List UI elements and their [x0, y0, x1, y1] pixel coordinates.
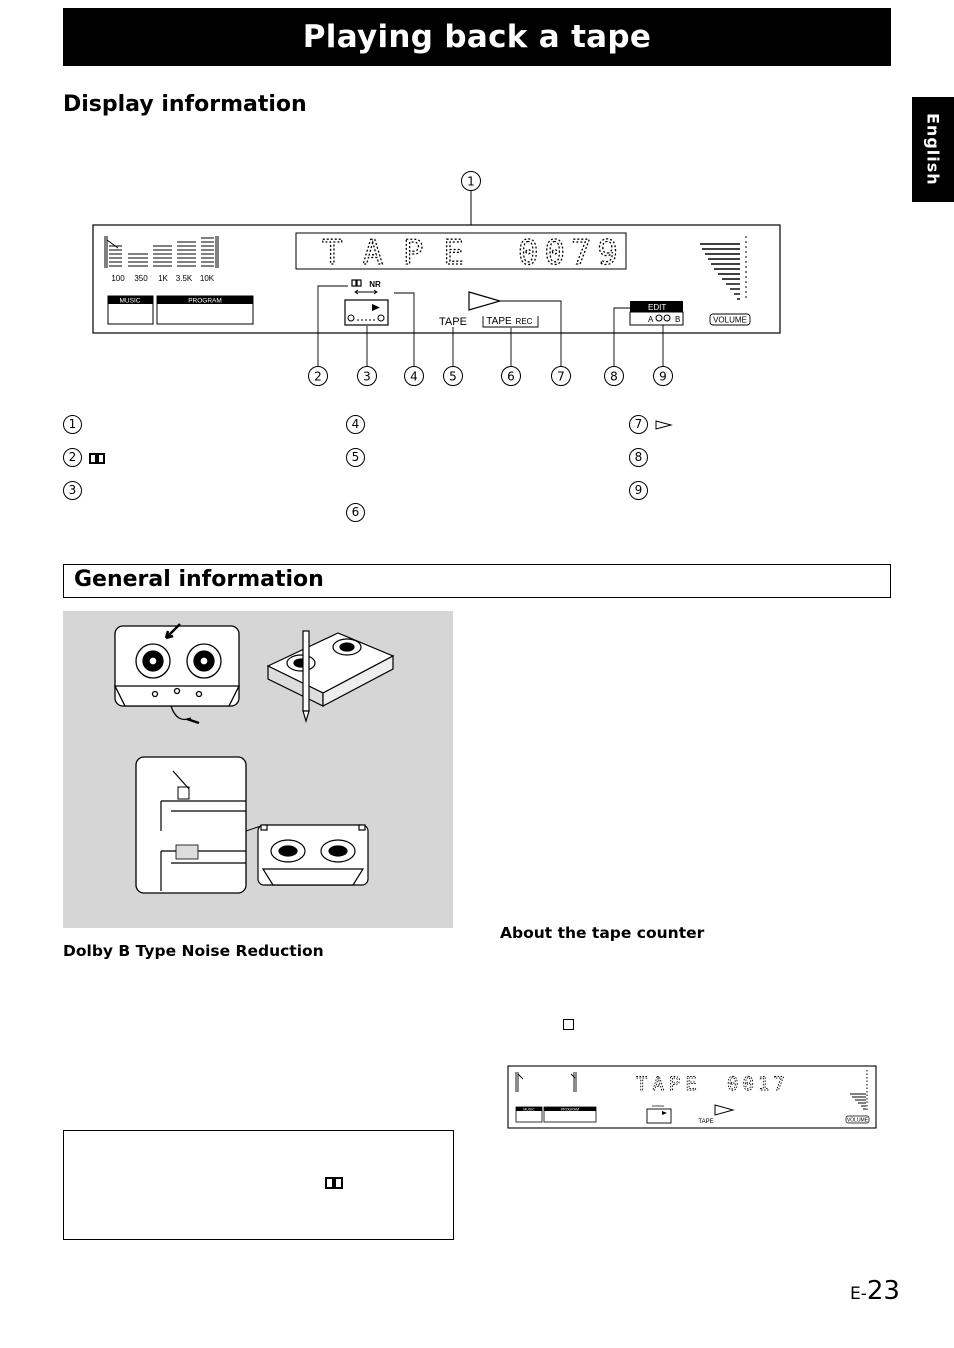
general-info-heading: General information — [74, 567, 324, 592]
nr-label: NR — [369, 280, 381, 289]
small-music-label: MUSIC — [523, 1107, 535, 1112]
callout-2: 2 — [314, 369, 322, 384]
callout-4: 4 — [410, 369, 418, 384]
ab-b-label: B — [675, 315, 681, 324]
legend-item-4 — [346, 415, 365, 434]
legend-number: 7 — [629, 415, 648, 434]
general-info-section-header — [63, 564, 891, 598]
small-lcd-counter: 0017 — [727, 1073, 789, 1095]
legend-item-8 — [629, 448, 648, 467]
dolby-heading: Dolby B Type Noise Reduction — [63, 942, 324, 960]
eq-label-100: 100 — [111, 274, 125, 283]
callout-3: 3 — [363, 369, 371, 384]
callout-1: 1 — [467, 174, 475, 189]
music-label: MUSIC — [119, 297, 141, 305]
display-info-heading: Display information — [63, 92, 307, 117]
legend-number: 3 — [63, 481, 82, 500]
program-label: PROGRAM — [188, 297, 222, 305]
legend-item-6 — [346, 503, 365, 522]
page-title: Playing back a tape — [302, 19, 652, 55]
small-program-label: PROGRAM — [560, 1107, 580, 1112]
cassette-illustration — [63, 611, 453, 928]
small-tape-label: TAPE — [698, 1119, 714, 1125]
edit-label: EDIT — [648, 303, 667, 312]
legend-item-9 — [629, 481, 648, 500]
legend-number: 2 — [63, 448, 82, 467]
callout-5: 5 — [449, 369, 457, 384]
legend-item-7 — [629, 415, 674, 434]
legend-number: 6 — [346, 503, 365, 522]
lcd-counter: 0079 — [518, 233, 624, 273]
dolby-icon — [88, 452, 108, 464]
lcd-main-text: TAPE — [322, 233, 484, 273]
small-volume-label: VOLUME — [846, 1117, 869, 1124]
eq-label-1k: 1K — [158, 274, 168, 283]
cassette-drawing — [63, 611, 453, 928]
callout-6: 6 — [507, 369, 515, 384]
display-diagram — [60, 165, 800, 395]
volume-label: VOLUME — [713, 315, 747, 325]
legend-item-3 — [63, 481, 82, 500]
note-box — [63, 1130, 454, 1240]
legend-number: 1 — [63, 415, 82, 434]
callout-9: 9 — [659, 369, 667, 384]
legend-number: 9 — [629, 481, 648, 500]
dolby-icon — [324, 1176, 344, 1190]
page-number — [850, 1276, 900, 1306]
stop-icon — [563, 1019, 574, 1030]
eq-label-350: 350 — [134, 274, 148, 283]
legend-number: 8 — [629, 448, 648, 467]
page-number-prefix: E- — [850, 1284, 867, 1304]
legend-item-5 — [346, 448, 365, 467]
small-display-diagram — [505, 1064, 879, 1132]
legend-number: 5 — [346, 448, 365, 467]
legend-number: 4 — [346, 415, 365, 434]
page-number-value: 23 — [866, 1276, 900, 1306]
ab-a-label: A — [648, 315, 654, 324]
page-title-bar — [63, 8, 891, 66]
eq-label-10k: 10K — [199, 274, 215, 283]
tape-source-label: TAPE — [439, 316, 467, 328]
tape-rec-tape-label: TAPE — [486, 316, 512, 327]
tape-counter-heading: About the tape counter — [500, 924, 705, 942]
legend-item-1 — [63, 415, 82, 434]
legend-item-2 — [63, 448, 108, 467]
callout-7: 7 — [557, 369, 565, 384]
small-lcd-main-text: TAPE — [636, 1073, 702, 1095]
rec-label: REC — [515, 317, 533, 326]
callout-8: 8 — [610, 369, 618, 384]
language-tab-label: English — [923, 113, 943, 186]
language-tab — [912, 97, 954, 202]
eq-label-3-5k: 3.5K — [175, 274, 193, 283]
play-arrow-icon — [654, 419, 674, 431]
